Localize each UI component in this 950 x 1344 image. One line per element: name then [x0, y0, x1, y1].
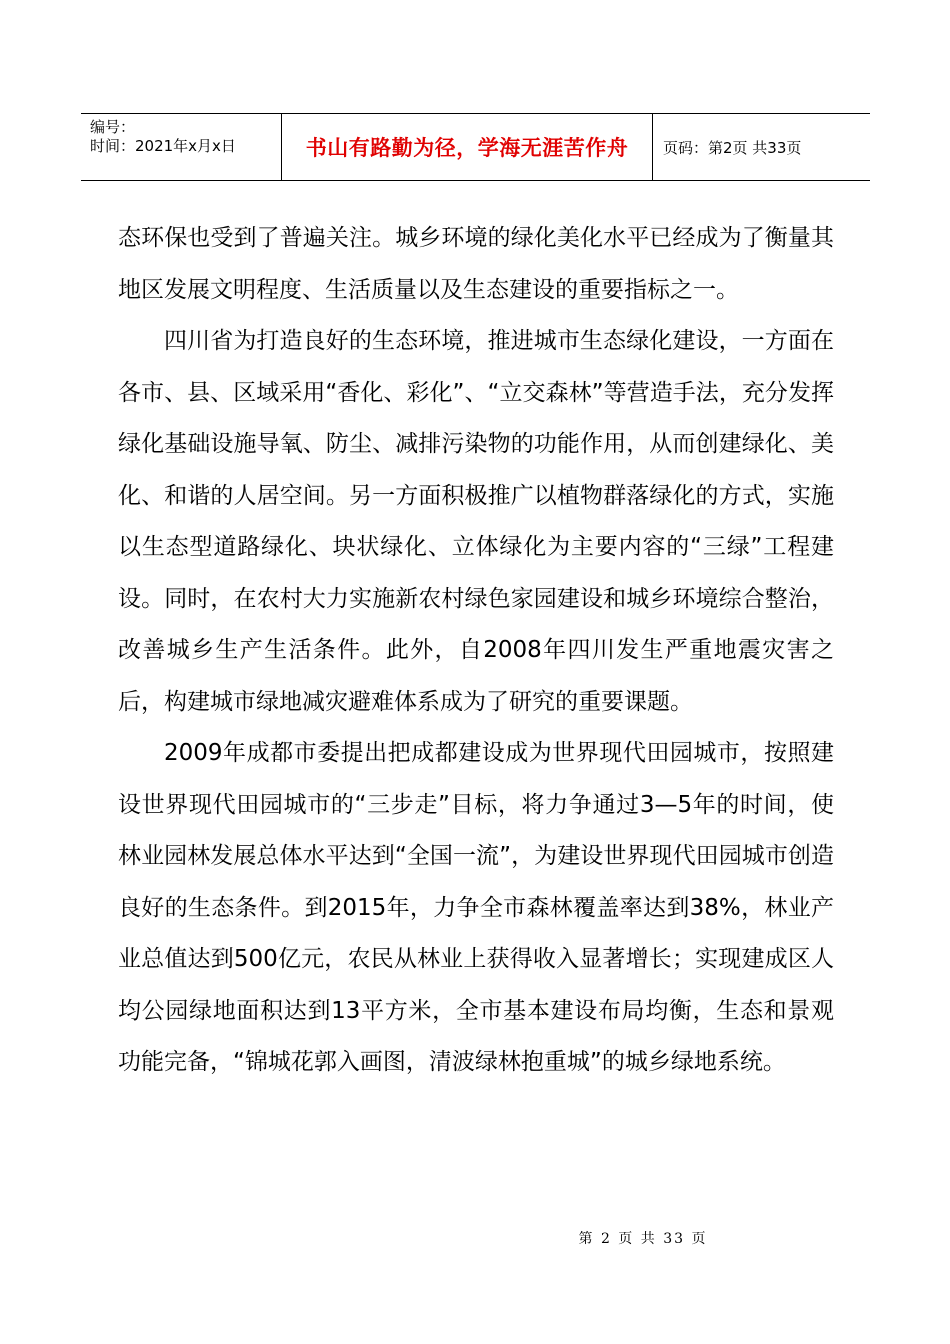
paragraph: 四川省为打造良好的生态环境，推进城市生态绿化建设，一方面在各市、县、区域采用“香化、彩化”、“立交森林”等营造手法，充分发挥绿化基础设施导氧、防尘、减排污染物的功能作用，从而创建绿化、美化、和谐的人居空间。另一方面积极推广以植物群落绿化的方式，实施以生态型道路绿化、块状绿化、立体绿化为主要内容的“三绿”工程建设。同时，在农村大力实施新农村绿色家园建设和城乡环境综合整治，改善城乡生产生活条件。此外，自2008年四川发生严重地震灾害之后，构建城市绿地减灾避难体系成为了研究的重要课题。 — [118, 328, 834, 715]
page-footer — [0, 1228, 950, 1248]
document-header — [81, 113, 870, 181]
header-page-info: 页码：第2页 共33页 — [663, 138, 802, 157]
header-page-info-cell — [653, 114, 870, 180]
paragraph-continued: 态环保也受到了普遍关注。城乡环境的绿化美化水平已经成为了衡量其地区发展文明程度、生活质量以及生态建设的重要指标之一。 — [118, 225, 834, 303]
footer-page-number: 第 2 页 共 33 页 — [578, 1231, 708, 1247]
header-motto: 书山有路勤为径，学海无涯苦作舟 — [305, 136, 629, 160]
document-date: 时间：2021年x月x日 — [90, 137, 236, 155]
document-number-label: 编号： — [90, 118, 136, 136]
header-meta — [81, 114, 281, 180]
document-body — [118, 213, 834, 1089]
paragraph: 2009年成都市委提出把成都建设成为世界现代田园城市，按照建设世界现代田园城市的“三步走”目标，将力争通过3—5年的时间，使林业园林发展总体水平达到“全国一流”，为建设世界现代田园城市创造良好的生态条件。到2015年，力争全市森林覆盖率达到38%，林业产业总值达到500亿元，农民从林业上获得收入显著增长；实现建成区人均公园绿地面积达到13平方米，全市基本建设布局均衡，生态和景观功能完备，“锦城花郭入画图，清波绿林抱重城”的城乡绿地系统。 — [118, 740, 834, 1075]
header-motto-cell — [281, 114, 653, 180]
